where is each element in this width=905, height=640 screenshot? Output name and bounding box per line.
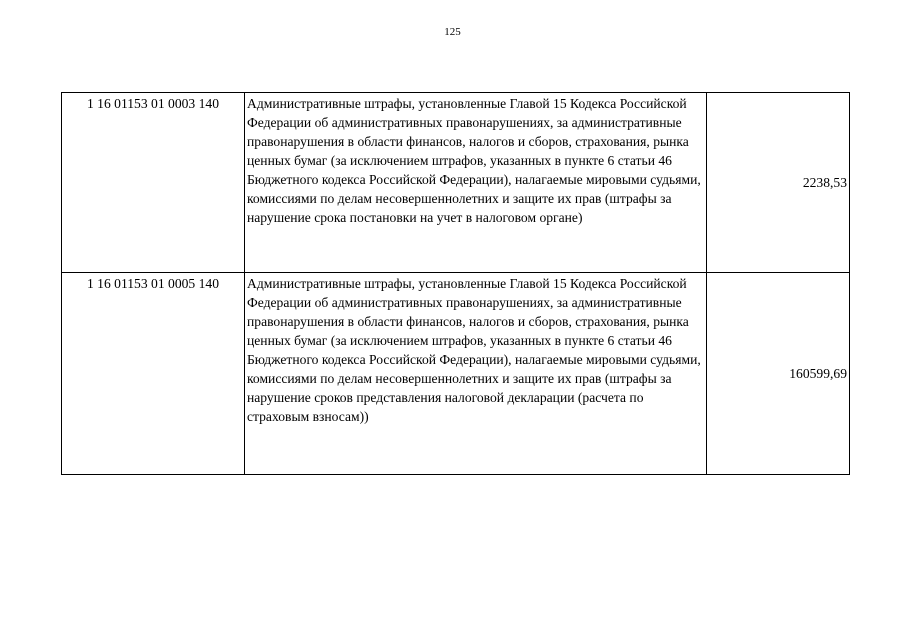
classification-code-cell: 1 16 01153 01 0003 140	[62, 93, 245, 273]
classification-code-cell: 1 16 01153 01 0005 140	[62, 273, 245, 475]
amount-cell: 160599,69	[707, 273, 850, 475]
table-row	[62, 273, 850, 475]
budget-revenue-table	[61, 92, 850, 475]
description-cell: Административные штрафы, установленные Главой 15 Кодекса Российской Федерации об административных правонарушениях, за административные правонарушения в области финансов, налогов и сборов, страхования, рынка ценных бумаг (за исключением штрафов, указанных в пункте 6 статьи 46 Бюджетного кодекса Российской Федерации), налагаемые мировыми судьями, комиссиями по делам несовершеннолетних и защите их прав (штрафы за нарушение сроков представления налоговой декларации (расчета по страховым взносам))	[245, 273, 707, 475]
amount-cell: 2238,53	[707, 93, 850, 273]
page-number: 125	[444, 26, 461, 38]
description-cell: Административные штрафы, установленные Главой 15 Кодекса Российской Федерации об административных правонарушениях, за административные правонарушения в области финансов, налогов и сборов, страхования, рынка ценных бумаг (за исключением штрафов, указанных в пункте 6 статьи 46 Бюджетного кодекса Российской Федерации), налагаемые мировыми судьями, комиссиями по делам несовершеннолетних и защите их прав (штрафы за нарушение срока постановки на учет в налоговом органе)	[245, 93, 707, 273]
table-row	[62, 93, 850, 273]
